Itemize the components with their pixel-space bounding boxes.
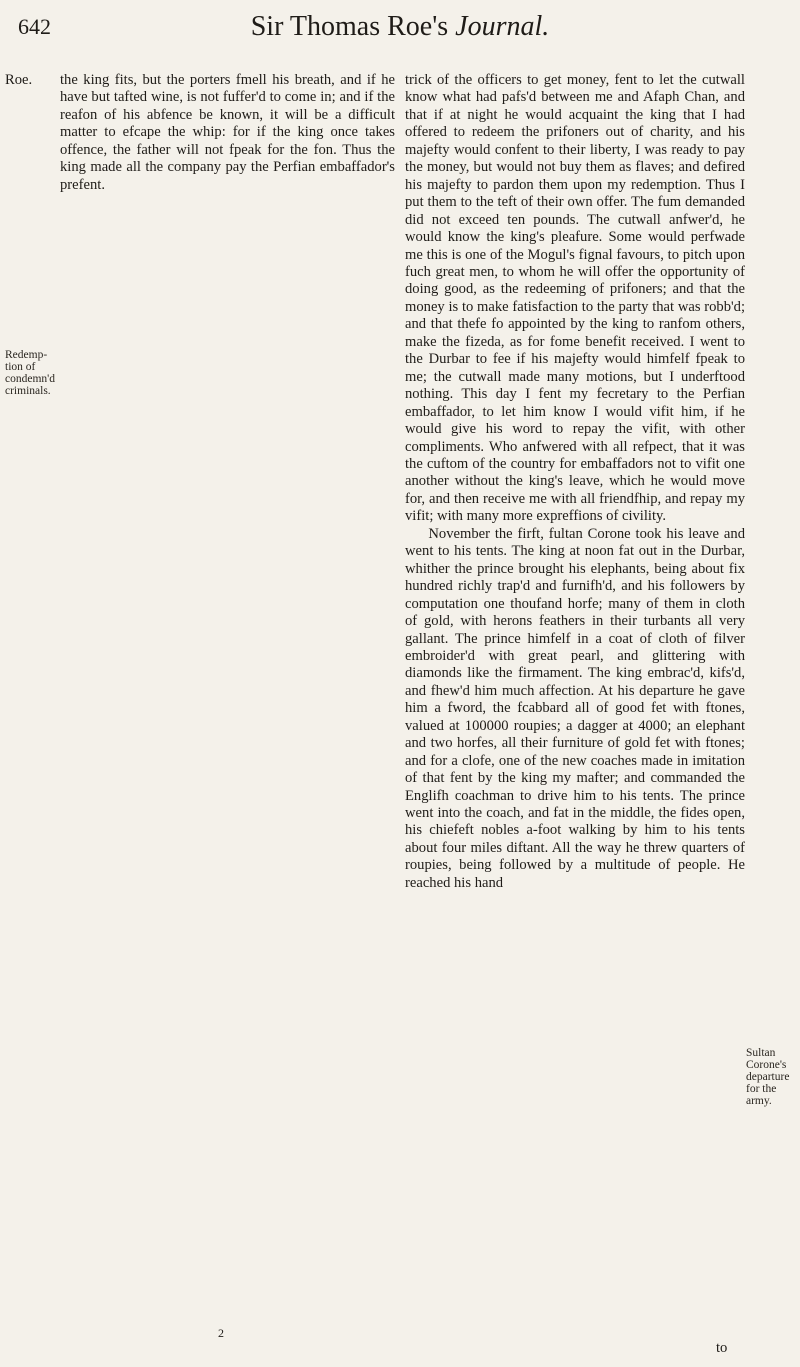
catchword: to: [716, 1340, 728, 1356]
paragraph: November the firft, fultan Corone took his leave and went to his tents. The king at noon fat out in the Durbar, whither the prince brought his elephants, being about fix hundred richly trap'd and furnifh'd, and his followers by computation one thoufand horfe; many of them in cloth of gold, with herons feathers in their turbants all very gallant. The prince himfelf in a coat of cloth of filver embroider'd with great pearl, and glittering with diamonds like the firmament. The king embrac'd, kifs'd, and fhew'd him much affection. At his departure he gave him a fword, the fcabbard all of good fet with ftones, valued at 100000 roupies; a dagger at 4000; an elephant and two horfes, all their furniture of gold fet with ftones; and for a clofe, one of the new coaches made in imitation of that fent by the king my mafter; and commanded the Englifh coachman to drive him to his tents. The prince went into the coach, and fat in the middle, the fides open, his chiefeft nobles a-foot walking by him to his tents about four miles diftant. All the way he threw quarters of roupies, being followed by a multitude of people. He reached his hand: [405, 525, 745, 891]
signature-mark: 2: [218, 1326, 224, 1340]
running-title: [14, 8, 786, 46]
side-running-head: Roe.: [5, 72, 33, 88]
margin-note-sultan: Sultan Corone's departure for the army.: [746, 1047, 790, 1107]
running-title-main: Sir Thomas Roe's: [250, 11, 449, 42]
paragraph: the king fits, but the porters fmell his breath, and if he have but tafted wine, is not fuffer'd to come in; and if the reafon of his abfence be known, it will be a difficult matter to efcape the whip: for if the king once takes offence, the father will not fpeak for the fon. Thus the king made all the company pay the Perfian embaffador's prefent.: [60, 72, 395, 193]
page-number: 642: [18, 14, 51, 39]
paragraph: trick of the officers to get money, fent to let the cutwall know what had pafs'd between me and Afaph Chan, and that if at night he would acquaint the king that I had offered to redeem the prifoners out of charity, and his majefty would confent to their liberty, I was ready to pay the money, but would not buy them as flaves; and defired his majefty to pardon them upon my redemption. Thus I put them to the teft of their own offer. The fum demanded did not exceed ten pounds. The cutwall anfwer'd, he would know the king's pleafure. Some would perfwade me this is one of the Mogul's fignal favours, to pitch upon fuch great men, to whom he will offer the opportunity of doing good, as the redeeming of prifoners; and that the money is to make fatisfaction to the party that was robb'd; and that thefe fo appointed by the king to ranfom others, make the fizeda, as for fome benefit received. I went to the Durbar to fee if his majefty would himfelf fpeak to me; the cutwall made many motions, but I underftood nothing. This day I fent my fecretary to the Perfian embaffador, to let him know I would vifit him, if he would give his word to repay the vifit, with other compliments. Who anfwered with all refpect, that it was the cuftom of the country for embaffadors not to vifit one another without the king's leave, which he would move for, and then receive me with all friendfhip, and repay my vifit; with many more expreffions of civility.: [405, 72, 745, 525]
right-column: [405, 72, 745, 892]
running-header: [14, 8, 786, 46]
margin-note-redemption: Redemp- tion of condemn'd criminals.: [5, 349, 55, 397]
left-column: [60, 72, 395, 194]
running-title-italic: Journal.: [455, 11, 550, 42]
